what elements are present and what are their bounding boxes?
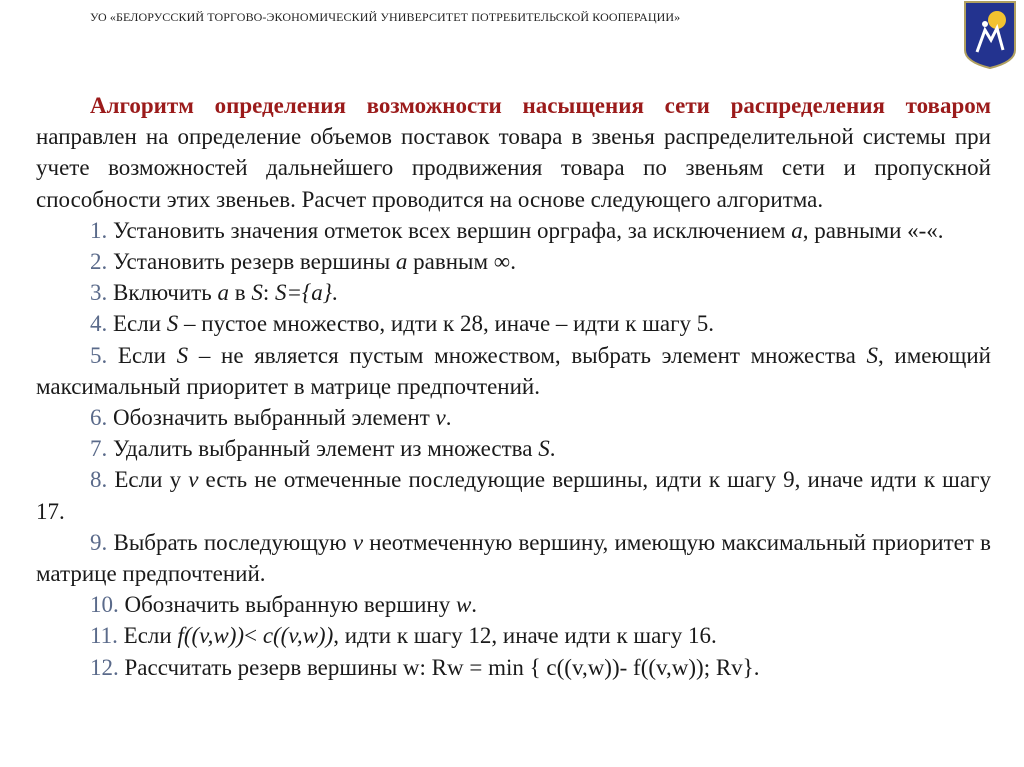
slide-body <box>36 90 991 683</box>
step-number: 6. <box>90 405 108 431</box>
algorithm-step: 5. Если S – не является пустым множеством, выбрать элемент множества S, имеющий максимальный приоритет в матрице предпочтений. <box>36 342 991 399</box>
step-number: 8. <box>90 467 108 493</box>
math-variable: S={a} <box>274 280 332 306</box>
math-variable: c((v,w)) <box>262 623 334 649</box>
step-number: 5. <box>90 342 108 368</box>
algorithm-step: 4. Если S – пустое множество, идти к 28, иначе – идти к шагу 5. <box>90 311 715 337</box>
algorithm-step: 2. Установить резерв вершины a равным ∞. <box>90 249 516 275</box>
math-variable: v <box>188 467 199 493</box>
math-variable: w <box>455 592 472 618</box>
step-number: 4. <box>90 311 108 337</box>
step-number: 7. <box>90 436 108 462</box>
algorithm-step: 6. Обозначить выбранный элемент v. <box>90 405 452 431</box>
algorithm-step: 11. Если f((v,w))< c((v,w)), идти к шагу 12, иначе идти к шагу 16. <box>90 623 717 649</box>
math-variable: a <box>217 280 229 306</box>
step-number: 2. <box>90 249 108 275</box>
step-number: 11. <box>90 623 118 649</box>
math-variable: v <box>435 405 446 431</box>
algorithm-step: 12. Рассчитать резерв вершины w: Rw = min { c((v,w))- f((v,w)); Rv}. <box>90 654 760 680</box>
math-variable: S <box>866 342 878 368</box>
step-number: 3. <box>90 280 108 306</box>
math-variable: a <box>791 217 803 243</box>
algorithm-step: 7. Удалить выбранный элемент из множества S. <box>90 436 556 462</box>
math-variable: a <box>395 249 408 275</box>
math-variable: v <box>352 529 364 555</box>
intro-text: направлен на определение объемов поставок товара в звенья распределительной системы при учете возможностей дальнейшего продвижения товара по звеньям сети и пропускной способности этих звеньев. Расчет проводится на основе следующего алгоритма. <box>36 124 991 212</box>
algorithm-step: 10. Обозначить выбранную вершину w. <box>90 592 478 618</box>
algorithm-title: Алгоритм определения возможности насыщения сети распределения товаром <box>90 93 991 118</box>
algorithm-step: 3. Включить a в S: S={a}. <box>90 280 338 306</box>
math-variable: f((v,w)) <box>177 623 245 649</box>
step-number: 1. <box>90 217 108 243</box>
step-number: 10. <box>90 592 119 618</box>
step-number: 9. <box>90 529 108 555</box>
algorithm-step: 8. Если у v есть не отмеченные последующие вершины, идти к шагу 9, иначе идти к шагу 17. <box>36 467 991 524</box>
algorithm-steps <box>36 215 991 683</box>
math-variable: S <box>251 280 263 306</box>
slide-header <box>0 0 1024 74</box>
university-crest-icon <box>963 0 1017 70</box>
intro-paragraph <box>36 90 991 215</box>
math-variable: S <box>176 342 189 368</box>
algorithm-step: 1. Установить значения отметок всех вершин орграфа, за исключением a, равными «-«. <box>90 217 944 243</box>
math-variable: S <box>166 311 179 337</box>
step-number: 12. <box>90 654 119 680</box>
university-name: УО «БЕЛОРУССКИЙ ТОРГОВО-ЭКОНОМИЧЕСКИЙ УНИВЕРСИТЕТ ПОТРЕБИТЕЛЬСКОЙ КООПЕРАЦИИ» <box>90 10 681 24</box>
algorithm-step: 9. Выбрать последующую v неотмеченную вершину, имеющую максимальный приоритет в матрице предпочтений. <box>36 529 991 587</box>
math-variable: S <box>538 436 550 462</box>
